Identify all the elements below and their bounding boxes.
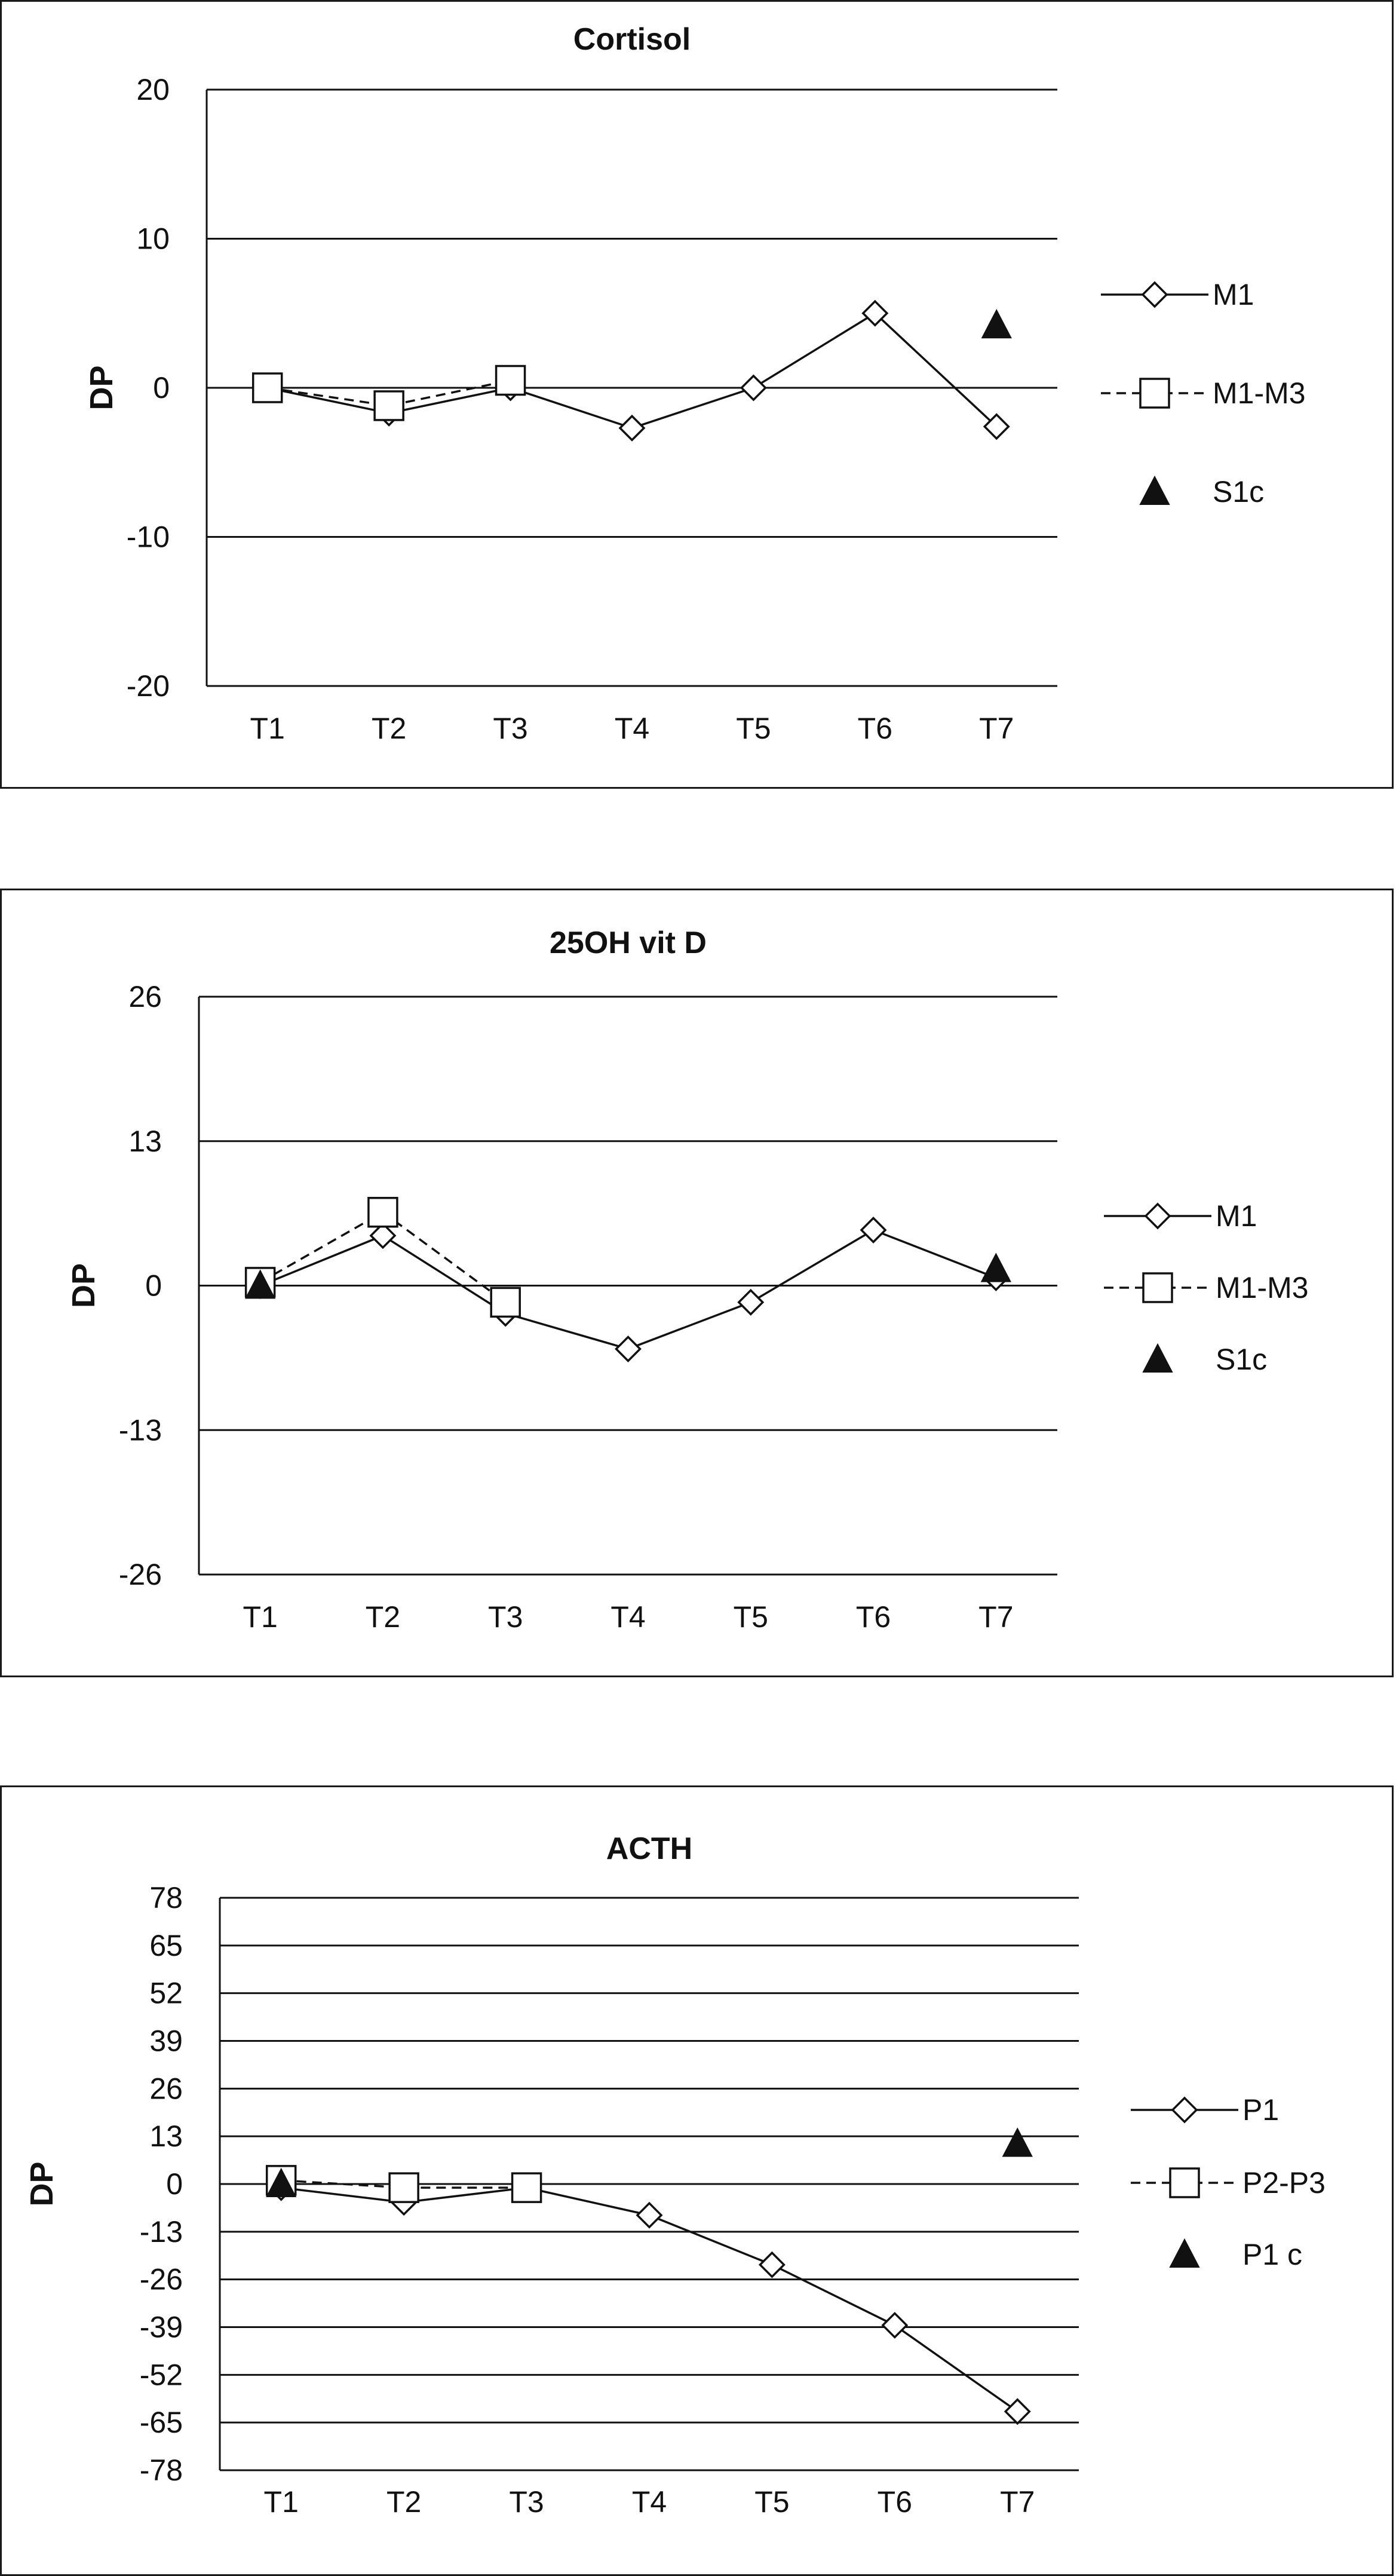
- x-tick-label: T1: [263, 2485, 299, 2519]
- data-point-m1-m3: [375, 391, 403, 420]
- y-axis-label: DP: [84, 365, 119, 411]
- y-tick-label: -20: [126, 669, 170, 703]
- y-tick-label: 10: [136, 222, 170, 256]
- x-tick-label: T7: [979, 712, 1014, 745]
- y-tick-label: 0: [153, 371, 170, 405]
- y-tick-label: 39: [149, 2024, 183, 2058]
- x-tick-label: T7: [1000, 2485, 1035, 2519]
- x-tick-label: T4: [614, 712, 650, 745]
- y-tick-label: -26: [118, 1558, 162, 1591]
- legend-item-p2-p3: [1131, 2166, 1326, 2200]
- chart-panel-cortisol: [0, 0, 1394, 789]
- x-tick-label: T1: [243, 1600, 278, 1634]
- y-tick-label: 13: [149, 2119, 183, 2154]
- x-tick-label: T4: [610, 1600, 646, 1634]
- legend-item-p1: [1131, 2093, 1279, 2127]
- series-s1c: [246, 1254, 1011, 1298]
- x-tick-label: T5: [733, 1600, 768, 1634]
- legend-label: M1: [1216, 1199, 1257, 1233]
- series-m1: [248, 1218, 1008, 1361]
- y-tick-label: 0: [145, 1269, 162, 1303]
- x-tick-label: T5: [754, 2485, 790, 2519]
- legend-label: S1c: [1216, 1343, 1268, 1376]
- legend-label: P1 c: [1242, 2238, 1303, 2271]
- y-tick-label: 26: [149, 2072, 183, 2106]
- x-tick-label: T2: [371, 712, 407, 745]
- chart-cortisol: [2, 2, 1392, 787]
- legend-marker: [1140, 477, 1169, 504]
- series-m1-m3: [246, 1198, 520, 1317]
- legend-marker: [1140, 379, 1169, 408]
- series-m1: [256, 301, 1009, 440]
- data-point-m1-m3: [253, 373, 282, 402]
- legend-marker: [1170, 2240, 1199, 2267]
- x-tick-label: T2: [365, 1600, 401, 1634]
- chart-acth: [2, 1787, 1392, 2574]
- data-point-m1-m3: [496, 366, 525, 395]
- x-tick-label: T2: [386, 2485, 422, 2519]
- y-tick-label: -39: [139, 2310, 183, 2344]
- data-point-m1: [616, 1337, 640, 1361]
- x-tick-label: T3: [488, 1600, 523, 1634]
- data-point-p1: [760, 2253, 784, 2277]
- y-tick-label: -26: [139, 2262, 183, 2296]
- y-tick-label: 13: [128, 1124, 162, 1158]
- chart-title: ACTH: [606, 1831, 693, 1866]
- legend-item-s1c: [1143, 1343, 1267, 1376]
- x-tick-label: T6: [855, 1600, 891, 1634]
- series-s1c: [982, 310, 1011, 338]
- y-tick-label: 0: [166, 2167, 183, 2201]
- x-tick-label: T6: [877, 2485, 913, 2519]
- y-tick-label: -13: [139, 2214, 183, 2249]
- y-tick-label: 20: [136, 73, 170, 106]
- y-tick-label: 52: [149, 1976, 183, 2010]
- data-point-m1-m3: [491, 1288, 520, 1316]
- chart-25oh-vit-d: [2, 890, 1392, 1676]
- chart-panel-vitd: [0, 889, 1394, 1677]
- series-line-m1: [260, 1230, 996, 1349]
- data-point-m1-m3: [369, 1198, 397, 1227]
- data-point-m1: [739, 1290, 763, 1314]
- y-tick-label: -52: [139, 2358, 183, 2392]
- legend-item-m1-m3: [1104, 1271, 1309, 1304]
- legend-marker: [1143, 1344, 1172, 1372]
- data-point-p1: [637, 2203, 661, 2227]
- x-tick-label: T6: [857, 712, 893, 745]
- x-tick-label: T5: [736, 712, 771, 745]
- data-point-p2-p3: [513, 2173, 541, 2202]
- legend-label: P1: [1242, 2093, 1280, 2127]
- legend-marker: [1170, 2168, 1199, 2197]
- legend-item-s1c: [1140, 475, 1264, 509]
- y-tick-label: -10: [126, 520, 170, 554]
- chart-panel-acth: [0, 1785, 1394, 2576]
- y-tick-label: 78: [149, 1881, 183, 1915]
- legend-label: M1: [1213, 278, 1254, 311]
- data-point-p1: [1005, 2400, 1029, 2424]
- x-tick-label: T7: [978, 1600, 1014, 1634]
- x-tick-label: T1: [250, 712, 285, 745]
- data-point-m1: [741, 376, 765, 400]
- y-tick-label: -65: [139, 2406, 183, 2440]
- legend-label: P2-P3: [1242, 2166, 1326, 2200]
- legend-item-m1: [1101, 278, 1254, 311]
- x-tick-label: T3: [493, 712, 528, 745]
- chart-title: Cortisol: [573, 22, 691, 57]
- legend-marker: [1143, 283, 1167, 307]
- data-point-p1: [883, 2313, 907, 2337]
- legend-label: S1c: [1213, 475, 1265, 509]
- y-tick-label: -78: [139, 2454, 183, 2487]
- legend-marker: [1146, 1204, 1170, 1228]
- chart-title: 25OH vit D: [550, 926, 707, 960]
- data-point-m1: [620, 416, 644, 440]
- legend-item-p1-c: [1170, 2238, 1302, 2271]
- data-point-m1: [861, 1218, 885, 1242]
- x-tick-label: T3: [509, 2485, 544, 2519]
- legend-item-m1: [1104, 1199, 1257, 1233]
- data-point-p2-p3: [389, 2173, 418, 2202]
- y-tick-label: -13: [118, 1413, 162, 1447]
- legend-item-m1-m3: [1101, 376, 1306, 410]
- series-p1: [269, 2176, 1030, 2424]
- y-tick-label: 26: [128, 980, 162, 1013]
- y-tick-label: 65: [149, 1928, 183, 1962]
- data-point-s1c: [981, 1254, 1010, 1282]
- y-axis-label: DP: [66, 1263, 102, 1309]
- data-point-s1c: [982, 310, 1011, 338]
- legend-label: M1-M3: [1216, 1271, 1309, 1304]
- data-point-p1-c: [1003, 2128, 1032, 2156]
- y-axis-label: DP: [24, 2161, 60, 2207]
- legend-label: M1-M3: [1213, 376, 1306, 410]
- x-tick-label: T4: [631, 2485, 667, 2519]
- legend-marker: [1173, 2098, 1196, 2122]
- legend-marker: [1143, 1273, 1172, 1302]
